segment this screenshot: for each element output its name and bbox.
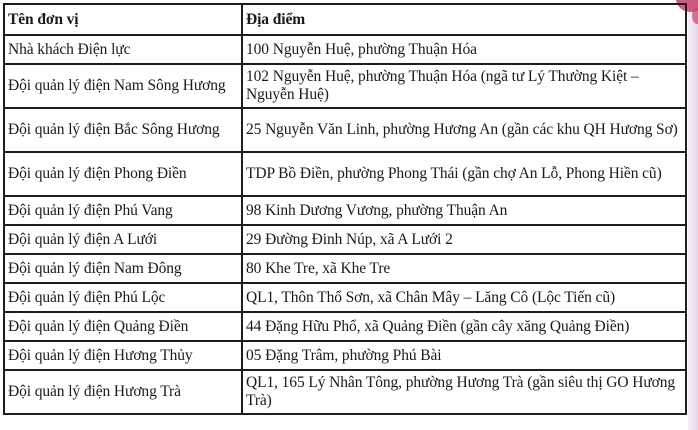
table-row	[4, 254, 686, 283]
location-cell: QL1, Thôn Thổ Sơn, xã Chân Mây – Lăng Cô (Lộc Tiến cũ)	[242, 283, 686, 312]
location-cell: TDP Bồ Điền, phường Phong Thái (gần chợ An Lỗ, Phong Hiền cũ)	[242, 152, 686, 196]
unit-name-cell: Đội quản lý điện Phú Lộc	[4, 283, 242, 312]
location-cell: 100 Nguyễn Huệ, phường Thuận Hóa	[242, 35, 686, 64]
unit-name-cell: Đội quản lý điện Nam Đông	[4, 254, 242, 283]
unit-name-cell: Đội quản lý điện Phong Điền	[4, 152, 242, 196]
table-row	[4, 35, 686, 64]
unit-name-cell: Đội quản lý điện Quảng Điền	[4, 312, 242, 341]
table-row	[4, 283, 686, 312]
decorative-blob-small	[692, 8, 698, 24]
unit-name-cell: Đội quản lý điện Bắc Sông Hương	[4, 108, 242, 152]
table-row	[4, 108, 686, 152]
table-row	[4, 196, 686, 225]
side-strip	[688, 0, 698, 430]
location-cell: 25 Nguyễn Văn Linh, phường Hương An (gần các khu QH Hương Sơ)	[242, 108, 686, 152]
table-row	[4, 225, 686, 254]
location-cell: 29 Đường Đinh Núp, xã A Lưới 2	[242, 225, 686, 254]
unit-name-cell: Đội quản lý điện Hương Thủy	[4, 341, 242, 370]
table-row	[4, 341, 686, 370]
location-cell: 80 Khe Tre, xã Khe Tre	[242, 254, 686, 283]
table-row	[4, 152, 686, 196]
unit-name-cell: Đội quản lý điện Hương Trà	[4, 370, 242, 414]
table-row	[4, 312, 686, 341]
table-row	[4, 370, 686, 414]
unit-name-cell: Nhà khách Điện lực	[4, 35, 242, 64]
unit-name-cell: Đội quản lý điện Phú Vang	[4, 196, 242, 225]
location-cell: 98 Kinh Dương Vương, phường Thuận An	[242, 196, 686, 225]
units-table	[3, 3, 687, 415]
header-unit-name: Tên đơn vị	[4, 4, 242, 35]
location-cell: QL1, 165 Lý Nhân Tông, phường Hương Trà (gần siêu thị GO Hương Trà)	[242, 370, 686, 414]
table-header-row	[4, 4, 686, 35]
unit-name-cell: Đội quản lý điện Nam Sông Hương	[4, 64, 242, 108]
location-cell: 44 Đặng Hữu Phổ, xã Quảng Điền (gần cây xăng Quảng Điền)	[242, 312, 686, 341]
location-cell: 05 Đặng Trâm, phường Phú Bài	[242, 341, 686, 370]
table-row	[4, 64, 686, 108]
header-location: Địa điểm	[242, 4, 686, 35]
unit-name-cell: Đội quản lý điện A Lưới	[4, 225, 242, 254]
location-cell: 102 Nguyễn Huệ, phường Thuận Hóa (ngã tư Lý Thường Kiệt – Nguyễn Huệ)	[242, 64, 686, 108]
